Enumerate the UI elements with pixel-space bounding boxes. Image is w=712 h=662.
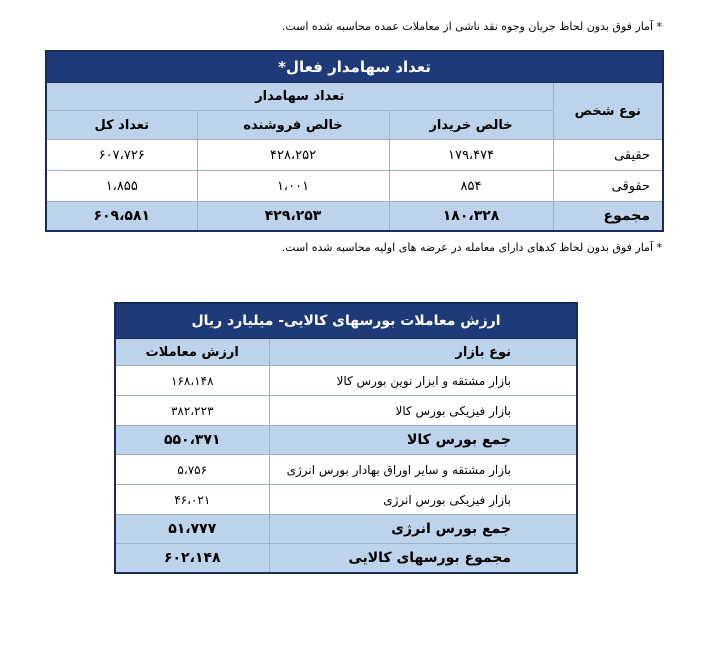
total-cell: ۱،۸۵۵ — [46, 171, 197, 202]
note-top: * آمار فوق بدون لحاظ جریان وجوه نقد ناشی از معاملات عمده محاسبه شده است. — [281, 20, 662, 33]
table-total-row — [46, 202, 663, 232]
total-cell: ۶۰۷،۷۲۶ — [46, 140, 197, 171]
total-cell: ۶۰۹،۵۸۱ — [46, 202, 197, 232]
table2-title: ارزش معاملات بورسهای کالایی- میلیارد ریال — [115, 303, 577, 339]
table1-title: تعداد سهامدار فعال* — [46, 51, 663, 83]
col-value-header: ارزش معاملات — [115, 339, 269, 366]
table-row — [115, 396, 577, 426]
table-row — [46, 171, 663, 202]
market-label: جمع بورس کالا — [269, 426, 577, 455]
col-person-type-header: نوع شخص — [553, 83, 663, 140]
table-row — [115, 455, 577, 485]
value-cell: ۱۶۸،۱۴۸ — [115, 366, 269, 396]
table-row — [115, 366, 577, 396]
col-group-header: تعداد سهامدار — [46, 83, 553, 111]
net-seller-cell: ۴۲۹،۲۵۳ — [197, 202, 389, 232]
row-label: مجموع — [553, 202, 663, 232]
net-seller-cell: ۱،۰۰۱ — [197, 171, 389, 202]
subtotal-row — [115, 515, 577, 544]
table-row — [115, 485, 577, 515]
note-bottom: * آمار فوق بدون لحاظ کدهای دارای معامله در عرضه های اولیه محاسبه شده است. — [281, 241, 662, 254]
col-net-seller-header: خالص فروشنده — [197, 111, 389, 140]
market-label: جمع بورس انرژی — [269, 515, 577, 544]
market-label: مجموع بورسهای کالایی — [269, 544, 577, 574]
market-label: بازار فیزیکی بورس انرژی — [269, 485, 577, 515]
value-cell: ۳۸۲،۲۲۳ — [115, 396, 269, 426]
value-cell: ۵،۷۵۶ — [115, 455, 269, 485]
active-shareholders-table — [45, 50, 664, 232]
table-row — [46, 140, 663, 171]
value-cell: ۵۱،۷۷۷ — [115, 515, 269, 544]
market-label: بازار مشتقه و سایر اوراق بهادار بورس انرژی — [269, 455, 577, 485]
net-buyer-cell: ۱۸۰،۳۲۸ — [389, 202, 553, 232]
col-net-buyer-header: خالص خریدار — [389, 111, 553, 140]
value-cell: ۶۰۲،۱۴۸ — [115, 544, 269, 574]
subtotal-row — [115, 426, 577, 455]
net-buyer-cell: ۱۷۹،۴۷۴ — [389, 140, 553, 171]
value-cell: ۴۶،۰۲۱ — [115, 485, 269, 515]
net-buyer-cell: ۸۵۴ — [389, 171, 553, 202]
commodity-exchange-table — [114, 302, 578, 574]
col-total-header: تعداد کل — [46, 111, 197, 140]
row-label: حقوقی — [553, 171, 663, 202]
grand-total-row — [115, 544, 577, 574]
row-label: حقیقی — [553, 140, 663, 171]
market-label: بازار مشتقه و ابزار نوین بورس کالا — [269, 366, 577, 396]
col-market-header: نوع بازار — [269, 339, 577, 366]
value-cell: ۵۵۰،۳۷۱ — [115, 426, 269, 455]
market-label: بازار فیزیکی بورس کالا — [269, 396, 577, 426]
net-seller-cell: ۴۲۸،۲۵۲ — [197, 140, 389, 171]
